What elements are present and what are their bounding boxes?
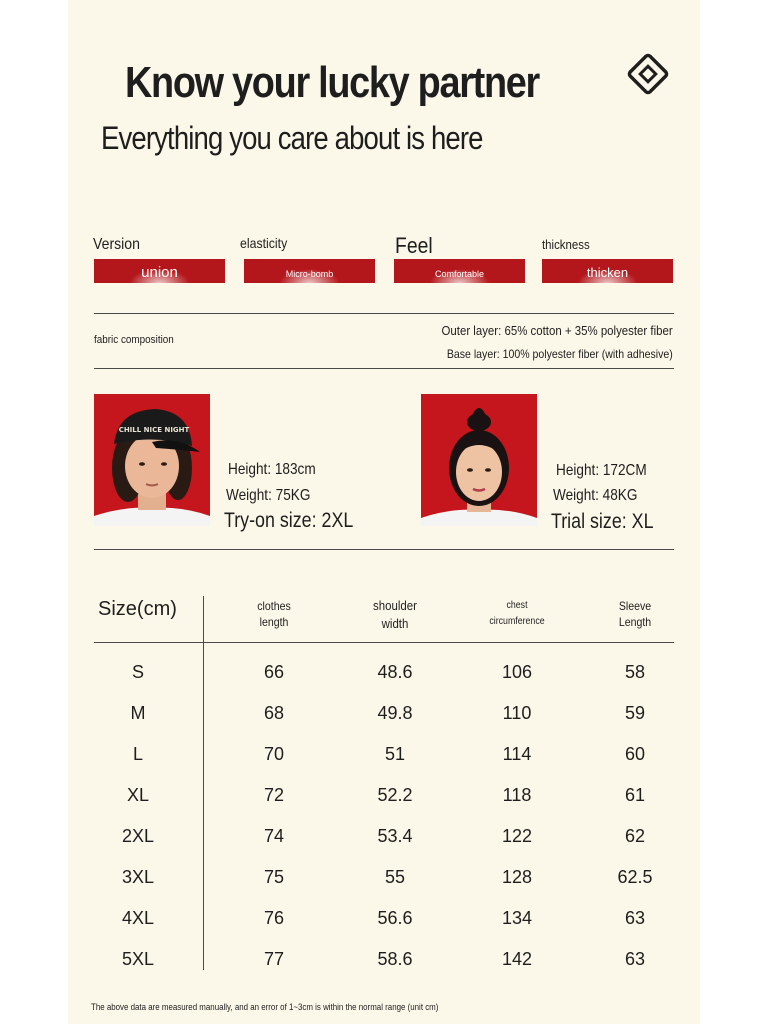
size-label: S bbox=[131, 662, 144, 682]
column-header-line1: chest bbox=[506, 600, 528, 611]
table-cell: 77 bbox=[263, 949, 285, 969]
column-header bbox=[230, 598, 318, 630]
female-model-photo bbox=[421, 394, 537, 526]
table-cell: 110 bbox=[502, 703, 532, 723]
male-model-height: Height: 183cm bbox=[228, 461, 316, 478]
divider bbox=[94, 313, 674, 314]
page-subtitle: Everything you care about is here bbox=[101, 120, 483, 156]
footnote: The above data are measured manually, and an error of 1~3cm is within the normal range (unit cm) bbox=[91, 1002, 439, 1012]
composition-outer: Outer layer: 65% cotton + 35% polyester fiber bbox=[441, 323, 673, 338]
table-cell: 56.6 bbox=[377, 908, 413, 928]
size-table-header: Size(cm) bbox=[98, 598, 177, 620]
female-model-height: Height: 172CM bbox=[556, 462, 647, 479]
table-cell: 63 bbox=[624, 949, 646, 969]
table-cell: 48.6 bbox=[377, 662, 413, 682]
column-header bbox=[591, 598, 679, 630]
page-title: Know your lucky partner bbox=[125, 58, 539, 107]
table-cell: 134 bbox=[501, 908, 533, 928]
attr-label-version: Version bbox=[93, 236, 140, 253]
attr-value-elasticity: Micro-bomb bbox=[244, 259, 375, 283]
column-header-line2: length bbox=[259, 615, 289, 629]
table-cell: 76 bbox=[263, 908, 285, 928]
attr-value-feel: Comfortable bbox=[394, 259, 525, 283]
diamond-logo-icon bbox=[625, 51, 671, 97]
size-label: XL bbox=[126, 785, 150, 805]
table-cell: 142 bbox=[501, 949, 533, 969]
table-cell: 60 bbox=[624, 744, 646, 764]
size-label: 4XL bbox=[121, 908, 155, 928]
table-header-divider bbox=[94, 642, 674, 643]
table-cell: 75 bbox=[263, 867, 285, 887]
table-cell: 61 bbox=[624, 785, 646, 805]
table-cell: 58 bbox=[624, 662, 646, 682]
size-guide-page bbox=[68, 0, 700, 1024]
table-cell: 128 bbox=[501, 867, 533, 887]
attr-value-version: union bbox=[94, 259, 225, 283]
female-model-size: Trial size: XL bbox=[551, 510, 654, 533]
female-model-weight: Weight: 48KG bbox=[553, 487, 638, 504]
table-cell: 114 bbox=[502, 744, 532, 764]
attr-value-thickness: thicken bbox=[542, 259, 673, 283]
table-cell: 122 bbox=[501, 826, 533, 846]
table-cell: 118 bbox=[502, 785, 532, 805]
male-model-photo bbox=[94, 394, 210, 526]
composition-base: Base layer: 100% polyester fiber (with adhesive) bbox=[447, 347, 673, 361]
column-header-line2: Length bbox=[618, 615, 652, 629]
column-header-line2: width bbox=[381, 616, 409, 631]
table-cell: 106 bbox=[501, 662, 533, 682]
divider bbox=[94, 549, 674, 550]
table-cell: 52.2 bbox=[377, 785, 413, 805]
attr-label-feel: Feel bbox=[395, 233, 433, 258]
table-cell: 51 bbox=[384, 744, 406, 764]
attr-label-elasticity: elasticity bbox=[240, 235, 288, 251]
size-label: L bbox=[132, 744, 143, 764]
attr-label-thickness: thickness bbox=[542, 237, 590, 252]
cap-text: CHILL NICE NIGHT bbox=[118, 426, 190, 434]
table-cell: 74 bbox=[263, 826, 285, 846]
column-header bbox=[473, 598, 561, 630]
size-label: M bbox=[130, 703, 146, 723]
table-cell: 72 bbox=[263, 785, 285, 805]
table-cell: 55 bbox=[384, 867, 406, 887]
table-cell: 68 bbox=[263, 703, 285, 723]
table-cell: 62.5 bbox=[617, 867, 653, 887]
male-model-size: Try-on size: 2XL bbox=[224, 509, 354, 532]
table-cell: 66 bbox=[263, 662, 285, 682]
table-cell: 49.8 bbox=[377, 703, 413, 723]
table-vertical-divider bbox=[203, 596, 204, 970]
column-header bbox=[351, 598, 439, 632]
table-cell: 63 bbox=[624, 908, 646, 928]
column-header-line1: shoulder bbox=[373, 598, 417, 613]
column-header-line1: Sleeve bbox=[618, 599, 652, 613]
column-header-line2: circumference bbox=[489, 616, 545, 627]
table-cell: 53.4 bbox=[377, 826, 413, 846]
table-cell: 70 bbox=[263, 744, 285, 764]
table-cell: 59 bbox=[624, 703, 646, 723]
table-cell: 62 bbox=[624, 826, 646, 846]
composition-label: fabric composition bbox=[94, 334, 174, 346]
column-header-line1: clothes bbox=[257, 599, 291, 613]
size-label: 3XL bbox=[121, 867, 155, 887]
table-cell: 58.6 bbox=[377, 949, 413, 969]
male-model-weight: Weight: 75KG bbox=[226, 487, 311, 504]
divider bbox=[94, 368, 674, 369]
size-label: 2XL bbox=[121, 826, 155, 846]
size-label: 5XL bbox=[121, 949, 155, 969]
